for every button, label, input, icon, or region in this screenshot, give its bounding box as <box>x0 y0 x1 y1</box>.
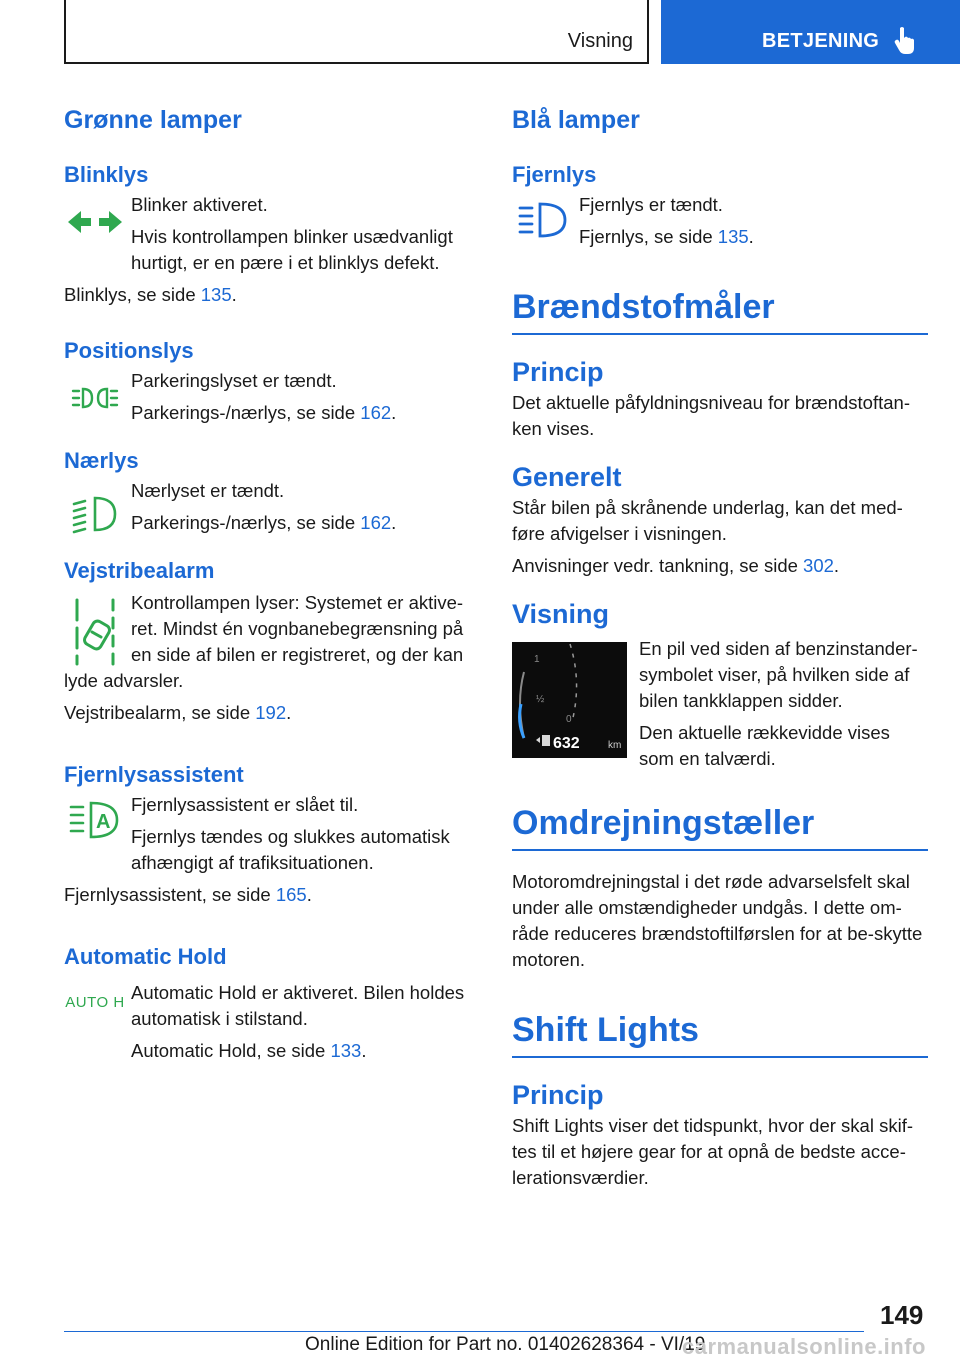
fjernlys-reference: Fjernlys, se side 135. <box>579 226 754 247</box>
fuel-gauge-heading: Brændstofmåler <box>512 288 928 335</box>
header-chapter-tab[interactable] <box>661 0 960 64</box>
page-number: 149 <box>880 1300 924 1330</box>
vejstribealarm-text-b: ret. Mindst én vognbanebegrænsning på <box>131 618 464 639</box>
header-section-box <box>64 0 649 64</box>
page-link-135[interactable]: 135 <box>200 284 232 305</box>
ref-text: Blinklys, se side <box>64 284 201 305</box>
fjernlys-heading: Fjernlys <box>512 162 597 187</box>
blinklys-reference: Blinklys, se side 135. <box>64 284 237 305</box>
positionslys-text-1: Parkeringslyset er tændt. <box>131 370 337 391</box>
page-link-302[interactable]: 302 <box>803 555 834 576</box>
shift-princip-heading: Princip <box>512 1080 604 1110</box>
ref-text: Fjernlysassistent, se side <box>64 884 276 905</box>
fuel-gauge-image <box>512 642 627 758</box>
page-link-135b[interactable]: 135 <box>717 226 749 247</box>
naerlys-text-1: Nærlyset er tændt. <box>131 480 285 501</box>
right-column <box>512 100 928 1191</box>
header-section-label: Visning <box>567 30 633 52</box>
footer-edition: Online Edition for Part no. 01402628364 - VI/19 <box>305 1334 706 1355</box>
auto-hold-icon <box>64 980 126 1024</box>
fuel-tank-reference: Anvisninger vedr. tankning, se side 302. <box>512 555 840 576</box>
vejstribealarm-reference: Vejstribealarm, se side 192. <box>64 702 292 723</box>
fuel-display-entry <box>512 636 928 769</box>
gauge-label-half: ½ <box>536 694 545 705</box>
page-link-162b[interactable]: 162 <box>360 512 392 533</box>
blinklys-text-1: Blinker aktiveret. <box>131 194 268 215</box>
automatic-hold-text-1: Automatic Hold er aktiveret. Bilen holdes automatisk i stilstand. <box>131 982 465 1029</box>
fuel-visning-text-2: Den aktuelle rækkevidde vises som en talværdi. <box>639 722 890 769</box>
fuel-princip-heading: Princip <box>512 357 604 387</box>
blinklys-text-2: Hvis kontrollampen blinker usædvanligt hurtigt, er en pære i et blinklys defekt. <box>131 226 453 273</box>
ref-text: Parkerings-/nærlys, se side <box>131 512 361 533</box>
ref-text: Fjernlys, se side <box>579 226 718 247</box>
tachometer-text: Motoromdrejningstal i det røde advarselsfelt skal under alle omstændigheder undgås. I dette om-råde reduceres brændstoftilførslen for at be-skytte motoren. <box>512 871 923 970</box>
page-link-192[interactable]: 192 <box>255 702 287 723</box>
auto-hold-icon-text: AUTO H <box>65 993 125 1011</box>
green-lamps-title: Grønne lamper <box>64 106 242 134</box>
blue-lamps-title: Blå lamper <box>512 106 640 134</box>
fjernlysassistent-text-1: Fjernlysassistent er slået til. <box>131 794 359 815</box>
left-column <box>64 100 478 1070</box>
page-link-165[interactable]: 165 <box>275 884 307 905</box>
shift-lights-heading: Shift Lights <box>512 1011 928 1058</box>
fjernlysassistent-text-2: Fjernlys tændes og slukkes automatisk afhængigt af trafiksituationen. <box>131 826 450 873</box>
gauge-range-unit: km <box>608 740 622 751</box>
fuel-visning-text-1: En pil ved siden af benzinstander-symbolet viser, på hvilken side af bilen tankklappen sidder. <box>639 638 918 711</box>
vejstribealarm-entry <box>64 590 478 668</box>
tachometer-heading: Omdrejningstæller <box>512 804 928 851</box>
svg-text:A: A <box>96 811 111 833</box>
gauge-label-1: 1 <box>534 654 540 665</box>
positionslys-entry <box>64 368 478 426</box>
fuel-generelt-text: Står bilen på skrånende underlag, kan det med-føre afvigelser i visningen. <box>512 497 903 544</box>
fuel-pump-icon <box>536 735 550 746</box>
naerlys-entry <box>64 478 478 536</box>
fuel-generelt-heading: Generelt <box>512 462 622 492</box>
page-link-162[interactable]: 162 <box>360 402 392 423</box>
fjernlys-text-1: Fjernlys er tændt. <box>579 194 723 215</box>
ref-text: Automatic Hold, se side <box>131 1040 331 1061</box>
low-beam-icon <box>64 484 126 544</box>
vejstribealarm-heading: Vejstribealarm <box>64 558 215 583</box>
vejstribealarm-text-d: lyde advarsler. <box>64 670 184 691</box>
lane-departure-icon <box>64 594 126 666</box>
fjernlys-entry <box>512 192 928 250</box>
turn-signal-icon <box>64 192 126 252</box>
pointing-hand-icon <box>893 26 919 54</box>
high-beam-assistant-icon <box>64 798 126 842</box>
fuel-princip-text: Det aktuelle påfyldningsniveau for brændstoftan-ken vises. <box>512 392 910 439</box>
header-chapter-label: BETJENING <box>762 30 880 52</box>
naerlys-heading: Nærlys <box>64 448 139 473</box>
gauge-range-value: 632 <box>553 735 580 752</box>
automatic-hold-reference: Automatic Hold, se side 133. <box>131 1040 367 1061</box>
footer-divider <box>64 1331 864 1332</box>
watermark: carmanualsonline.info <box>682 1334 926 1359</box>
positionslys-heading: Positionslys <box>64 338 194 363</box>
automatic-hold-entry <box>64 980 478 1064</box>
vejstribealarm-text-a: Kontrollampen lyser: Systemet er aktive- <box>131 592 464 613</box>
fuel-visning-heading: Visning <box>512 599 610 629</box>
fjernlysassistent-reference: Fjernlysassistent, se side 165. <box>64 884 312 905</box>
fjernlysassistent-heading: Fjernlysassistent <box>64 762 244 787</box>
page-link-133[interactable]: 133 <box>330 1040 362 1061</box>
blinklys-entry <box>64 192 478 276</box>
ref-text: Vejstribealarm, se side <box>64 702 256 723</box>
positionslys-reference: Parkerings-/nærlys, se side 162. <box>131 402 397 423</box>
parking-light-icon <box>64 368 126 428</box>
gauge-label-0: 0 <box>566 714 572 725</box>
fjernlysassistent-entry <box>64 792 478 876</box>
blinklys-heading: Blinklys <box>64 162 149 187</box>
naerlys-reference: Parkerings-/nærlys, se side 162. <box>131 512 397 533</box>
vejstribealarm-text-c: en side af bilen er registreret, og der kan <box>131 644 464 665</box>
automatic-hold-heading: Automatic Hold <box>64 944 227 969</box>
high-beam-icon <box>512 198 574 242</box>
ref-text: Anvisninger vedr. tankning, se side <box>512 555 804 576</box>
shift-text: Shift Lights viser det tidspunkt, hvor der skal skif-tes til et højere gear for at opnå de bedste acce-lerationsværdier. <box>512 1115 914 1188</box>
ref-text: Parkerings-/nærlys, se side <box>131 402 361 423</box>
